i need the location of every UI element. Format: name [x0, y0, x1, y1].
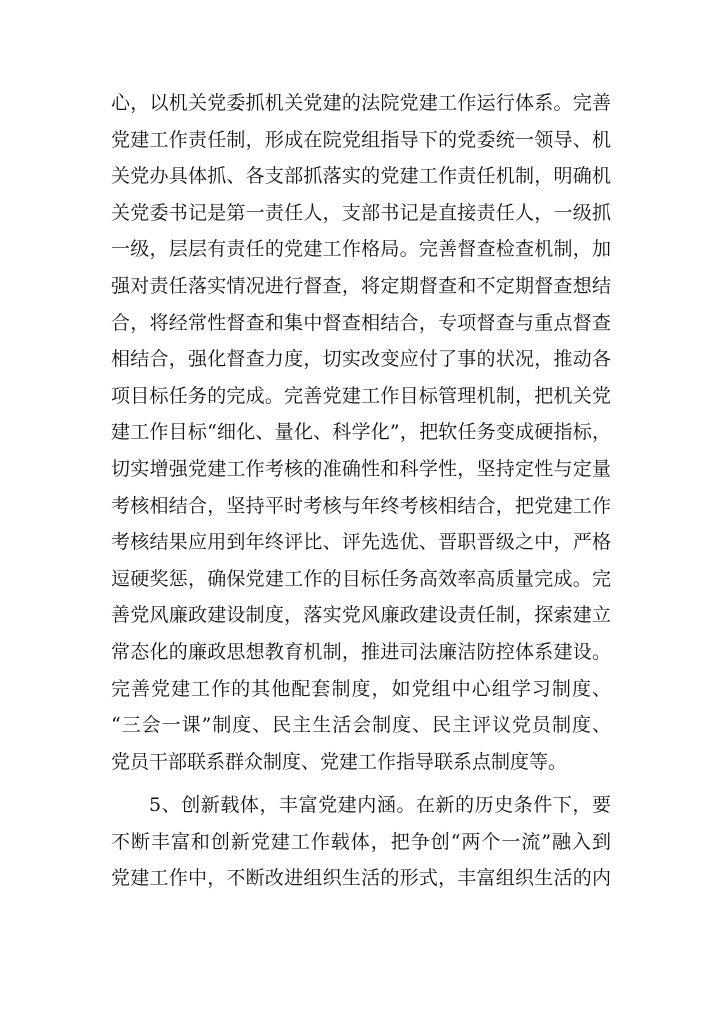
text-line: 善党风廉政建设制度，落实党风廉政建设责任制，探索建立	[111, 604, 611, 627]
text-line: 不断丰富和创新党建工作载体，把争创“两个一流”融入到	[111, 830, 611, 853]
text-line: 心，以机关党委抓机关党建的法院党建工作运行体系。完善	[111, 92, 611, 114]
text-line: 党建工作中，不断改进组织生活的形式，丰富组织生活的内	[111, 867, 611, 890]
text-line: “三会一课”制度、民主生活会制度、民主评议党员制度、	[111, 714, 611, 737]
text-line: 建工作目标“细化、量化、科学化”，把软任务变成硬指标，	[111, 421, 611, 444]
text-line: 切实增强党建工作考核的准确性和科学性，坚持定性与定量	[111, 457, 611, 480]
text-line: 常态化的廉政思想教育机制，推进司法廉洁防控体系建设。	[111, 640, 611, 663]
text-line: 党建工作责任制，形成在院党组指导下的党委统一领导、机	[111, 128, 611, 151]
text-line: 强对责任落实情况进行督查，将定期督查和不定期督查想结	[111, 274, 611, 297]
paragraph-gap	[111, 780, 611, 787]
text-line: 关党办具体抓、各支部抓落实的党建工作责任机制，明确机	[111, 165, 611, 188]
text-line: 考核结果应用到年终评比、评先选优、晋职晋级之中，严格	[111, 531, 611, 554]
text-line: 5、创新载体，丰富党建内涵。在新的历史条件下，要	[149, 794, 611, 817]
text-line: 党员干部联系群众制度、党建工作指导联系点制度等。	[111, 750, 568, 773]
paragraph	[111, 85, 611, 780]
text-line: 逗硬奖惩，确保党建工作的目标任务高效率高质量完成。完	[111, 567, 611, 590]
text-line: 一级，层层有责任的党建工作格局。完善督查检查机制，加	[111, 238, 611, 261]
paragraph	[111, 787, 611, 897]
text-line: 合，将经常性督查和集中督查相结合，专项督查与重点督查	[111, 311, 611, 334]
body-text	[111, 85, 611, 897]
text-line: 关党委书记是第一责任人，支部书记是直接责任人，一级抓	[111, 201, 611, 224]
text-line: 考核相结合，坚持平时考核与年终考核相结合，把党建工作	[111, 494, 611, 517]
text-line: 相结合，强化督查力度，切实改变应付了事的状况，推动各	[111, 348, 611, 371]
text-line: 项目标任务的完成。完善党建工作目标管理机制，把机关党	[111, 384, 611, 407]
text-line: 完善党建工作的其他配套制度，如党组中心组学习制度、	[111, 677, 611, 700]
